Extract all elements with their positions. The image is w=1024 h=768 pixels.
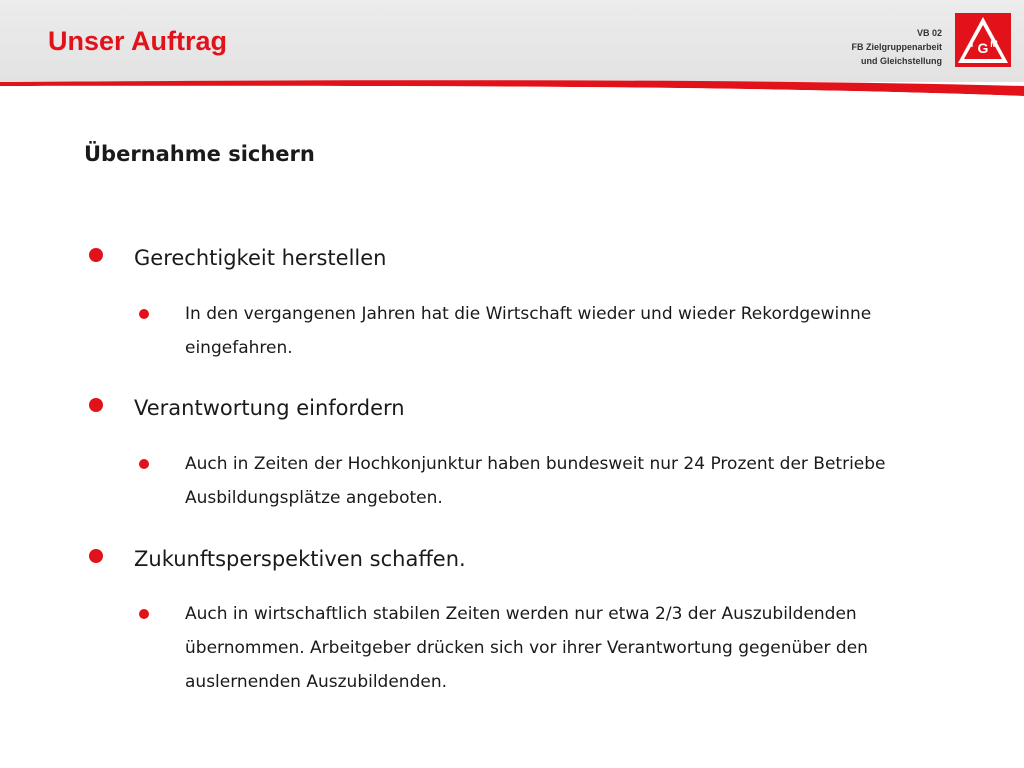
dept-line-3: und Gleichstellung (860, 56, 942, 66)
ig-metall-logo (955, 13, 1011, 67)
bullet-detail: In den vergangenen Jahren hat die Wirtschaft wieder und wieder Rekordgewinne eingefahren. (185, 304, 872, 358)
header-swoosh (0, 60, 1024, 130)
dept-line-2: FB Zielgruppenarbeit (851, 42, 942, 52)
bullet-heading: Zukunftsperspektiven schaffen. (134, 547, 466, 571)
sub-bullet-dot-icon (139, 459, 149, 469)
bullet-detail: Auch in Zeiten der Hochkonjunktur haben bundesweit nur 24 Prozent der Betriebe Ausbildungsplätze angeboten. (185, 454, 886, 508)
logo-letter-m: M (990, 39, 998, 49)
bullet-dot-icon (89, 549, 103, 563)
bullet-heading: Verantwortung einfordern (134, 396, 405, 420)
sub-bullet-dot-icon (139, 309, 149, 319)
section-subtitle: Übernahme sichern (84, 142, 315, 166)
dept-line-1: VB 02 (916, 28, 942, 38)
bullet-detail: Auch in wirtschaftlich stabilen Zeiten werden nur etwa 2/3 der Auszubildenden übernommen. Arbeitgeber drücken sich vor ihrer Verantwortung gegenüber den auslernenden Auszubildenden. (185, 604, 868, 692)
department-label (851, 26, 942, 68)
page-title: Unser Auftrag (48, 26, 228, 56)
bullet-dot-icon (89, 248, 103, 262)
logo-letter-i: I (970, 39, 974, 49)
bullet-dot-icon (89, 398, 103, 412)
logo-letter-g: G (977, 40, 989, 56)
bullet-heading: Gerechtigkeit herstellen (134, 246, 387, 270)
sub-bullet-dot-icon (139, 609, 149, 619)
